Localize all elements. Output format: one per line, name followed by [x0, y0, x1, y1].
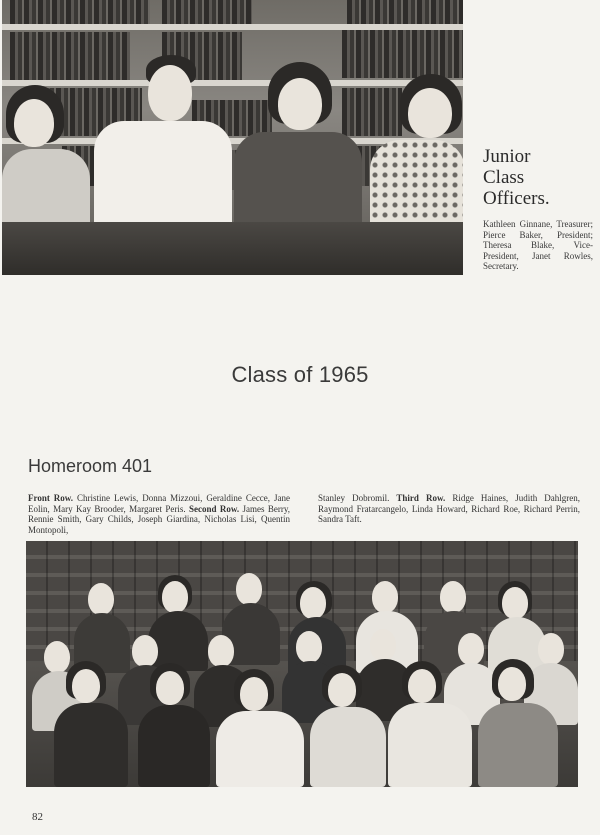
homeroom-heading: Homeroom 401: [28, 456, 153, 476]
front-row-names: Christine Lewis, Donna Mizzoui, Geraldine Cecce, Jane Eolin, Mary Kay Brooder, Margaret Peris.: [28, 493, 291, 514]
second-row-label: Second Row.: [188, 503, 240, 514]
officers-title-block: [483, 146, 593, 272]
second-row-names: James Berry, Rennie Smith, Gary Childs, Joseph Giardina, Nicholas Lisi, Quentin Montopoli,: [28, 503, 291, 535]
names-column-left: [28, 493, 290, 535]
homeroom-photo: [26, 541, 578, 787]
page-number: 82: [32, 811, 43, 823]
class-heading: Class of 1965: [231, 362, 369, 387]
names-column-right: [318, 493, 580, 525]
third-row-label: Third Row.: [396, 493, 446, 503]
front-row-label: Front Row.: [28, 493, 74, 503]
officers-photo: [2, 0, 463, 275]
second-row-continued: Stanley Dobromil.: [318, 493, 390, 503]
officers-caption: Kathleen Ginnane, Treasurer; Pierce Baker, President; Theresa Blake, Vice-President, Janet Rowles, Secretary.: [483, 219, 593, 271]
officers-title: Junior Class Officers.: [483, 146, 550, 209]
third-row-names: Ridge Haines, Judith Dahlgren, Raymond Fratarcangelo, Linda Howard, Richard Roe, Richard Perrin, Sandra Taft.: [318, 493, 581, 524]
